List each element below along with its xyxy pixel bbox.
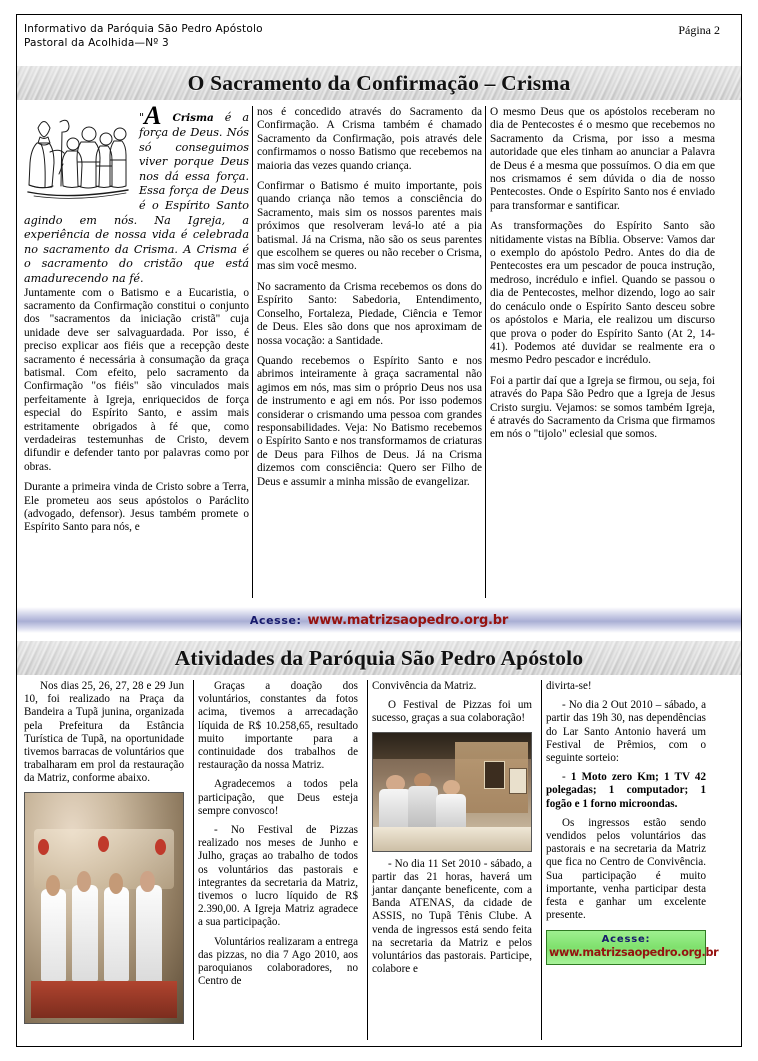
pizza-festival-volunteers-photo <box>372 732 532 852</box>
prize-dash: - <box>562 771 571 784</box>
paragraph: Durante a primeira vinda de Cristo sobre a Terra, Ele prometeu aos seus apóstolos o Paráclito (advogado, defensor). Jesus também promete o Espírito Santo para nós, e <box>24 481 249 534</box>
article-1-col3-text <box>490 106 715 442</box>
bishop-confirmation-illustration <box>24 108 132 204</box>
article-2-col3-text-top <box>372 680 532 726</box>
intro-text: é a força de Deus. Nós só conseguimos viver porque Deus nos dá essa força. Essa força de Deus é o Espírito Santo agindo em nós. Na Igreja, a experiência de nossa vida é celebrada no sacramento da Crisma. A Crisma é o sacramento do cristão que está amadurecendo na fé. <box>24 111 249 285</box>
column-divider <box>193 680 194 1040</box>
column-divider <box>252 106 253 598</box>
article-2-column-2 <box>198 680 364 1040</box>
paragraph: - No Festival de Pizzas realizado nos meses de Junho e Julho, graças ao trabalho de todos os voluntários das pastorais e integrantes da secretaria da Matriz, tivemos o lucro líquido de R$ 2.390,00. A Igreja Matriz agradece a sua participação. <box>198 824 358 929</box>
masthead-line-1: Informativo da Paróquia São Pedro Apóstolo <box>24 23 263 35</box>
paragraph: No sacramento da Crisma recebemos os dons do Espírito Santo: Sabedoria, Entendimento, Conselho, Fortaleza, Piedade, Ciência e Temor de Deus. Eles são dons que nos aproximam de nossa vocação: a Santidade. <box>257 280 482 347</box>
article-2-col1-text <box>24 680 184 786</box>
masthead <box>24 22 734 60</box>
article-2-banner <box>17 641 741 675</box>
website-green-box[interactable] <box>546 930 719 965</box>
volunteers-at-tupa-junina-stand-photo <box>24 792 184 1024</box>
column-divider <box>367 680 368 1040</box>
column-divider <box>485 106 486 598</box>
paragraph: divirta-se! <box>546 680 592 692</box>
paragraph: O Festival de Pizzas foi um sucesso, graças a sua colaboração! <box>372 699 532 725</box>
paragraph-prizes <box>546 771 706 811</box>
website-url[interactable]: www.matrizsaopedro.org.br <box>549 946 719 960</box>
paragraph: Nos dias 25, 26, 27, 28 e 29 Jun 10, foi realizado na Praça da Bandeira a Tupã junina, organizada pela Prefeitura da Estância Turística de Tupã, na oportunidade tivemos barracas de voluntários que trabalharam em prol da restauração da Matriz, conforme abaixo. <box>24 680 184 785</box>
article-2-column-1 <box>24 680 190 1040</box>
intro-dropcap: A <box>144 106 162 130</box>
paragraph: nos é concedido através do Sacramento da Confirmação. A Crisma também é chamado Sacramento da Confirmação, pois através dele confirmamos o nosso Batismo que recebemos na maioria das vezes quando criança. <box>257 106 482 172</box>
paragraph: Agradecemos a todos pela participação, que Deus esteja sempre convosco! <box>198 778 358 817</box>
intro-lead-bold: Crisma <box>172 112 214 124</box>
paragraph: - No dia 2 Out 2010 – sábado, a partir das 19h 30, nas dependências do Lar Santo Antonio haverá um Festival de Prêmios, com o seguinte sorteio: <box>546 699 706 765</box>
article-2-column-4 <box>546 680 719 1040</box>
article-2-col2-text <box>198 680 358 988</box>
article-2-title: Atividades da Paróquia São Pedro Apóstolo <box>174 645 584 670</box>
page-number: Página 2 <box>678 23 720 37</box>
article-1-column-3 <box>490 106 715 598</box>
paragraph: Quando recebemos o Espírito Santo e nos abrimos inteiramente à graça sacramental não agimos em nós, mas sim o próprio Deus nos usa de instrumento e agi em nós. Por isso podemos considerar o crismando uma pessoa com grandes responsabilidades. Veja: No Batismo recebemos o Espírito Santo e nos transformamos de criaturas de Deus para Filhos de Deus. Já na Crisma dizemos com consciência: Quero ser Filho de Deus e assumir a minha missão de evangelizar. <box>257 354 482 488</box>
website-banner[interactable] <box>17 607 741 633</box>
website-url[interactable]: www.matrizsaopedro.org.br <box>307 612 509 628</box>
paragraph: Juntamente com o Batismo e a Eucaristia, o sacramento da Confirmação constitui o conjunto dos "sacramentos da iniciação cristã" cuja unidade deve ser salvaguardada. Por isso, é preciso explicar aos fiéis que a recepção deste sacramento é necessária à consumação da graça batismal. Com efeito, pelo sacramento da Confirmação "os fiéis" são vinculados mais perfeitamente à Igreja, enriquecidos de força especial do Espírito Santo, e assim mais estritamente obrigados à fé que, como verdadeiras testemunhas de Cristo, devem difundir e defender tanto por palavras como por obras. <box>24 286 249 473</box>
article-2-col3-text-bottom <box>372 858 532 977</box>
masthead-left <box>24 22 263 50</box>
paragraph: - No dia 11 Set 2010 - sábado, a partir das 21 horas, haverá um jantar dançante beneficente, com a Banda ATENAS, da cidade de ASSIS, no Tupã Tênis Clube. A venda de ingressos está sendo feita na secretaria da Matriz e pelos voluntários das pastorais. Participe, colabore e <box>372 857 532 976</box>
prize-list: 1 Moto zero Km; 1 TV 42 polegadas; 1 computador; 1 fogão e 1 forno microondas. <box>546 771 707 810</box>
acesse-label: Acesse: <box>249 613 302 627</box>
paragraph: Confirmar o Batismo é muito importante, pois quando criança não temos a consciência do Sacramento, mais sim os nossos parentes mais próximos que resolveram levá-lo até a pia batismal. Já na Crisma, não são os seus parentes que escolhem se queres ou não receber o Crisma, mas sim você mesmo. <box>257 180 482 273</box>
article-2-column-3 <box>372 680 538 1040</box>
paragraph: Voluntários realizaram a entrega das pizzas, no dia 7 Ago 2010, aos paroquianos colaboradores, no Centro de <box>198 935 358 988</box>
article-1-title: O Sacramento da Confirmação – Crisma <box>187 70 571 95</box>
masthead-line-2: Pastoral da Acolhida—Nº 3 <box>24 37 169 49</box>
article-1-col1-text <box>24 287 249 535</box>
paragraph: Convivência da Matriz. <box>372 680 477 692</box>
paragraph: As transformações do Espírito Santo são nitidamente vistas na Bíblia. Observe: Vamos dar o exemplo do apóstolo Pedro. Antes do dia de Pentecostes era um pescador de pouca instrução, medroso, incrédulo e infiel. Quando se passou o dia de Pentecostes, melhor dizendo, logo ao sair do cenáculo onde o Espírito Santo desceu sobre os apóstolos e Maria, ele realizou um discurso que prova o poder do Espírito Santo (At 2, 14-41). Podemos até duvidar se realmente era o mesmo Pedro pescador e incrédulo. <box>490 220 715 367</box>
article-1-column-1 <box>24 106 249 598</box>
article-1-banner <box>17 66 741 100</box>
article-1-column-2 <box>257 106 482 598</box>
article-2-col4-text <box>546 680 706 922</box>
paragraph: O mesmo Deus que os apóstolos receberam no dia de Pentecostes é o mesmo que recebemos no Sacramento da Crisma, por isso a mesma autoridade que eles tinham ao anunciar a Palavra de Deus é a mesma que possuímos. O dia em que nos crismamos é sem dúvida o dia de nosso Pentecostes. Onde o Espírito Santo nos é enviado para transformar e santificar. <box>490 106 715 212</box>
intro-quote-mark: " <box>139 111 145 124</box>
paragraph: Foi a partir daí que a Igreja se firmou, ou seja, foi através do Papa São Pedro que a Igreja de Jesus Cristo surgiu. Vejamos: se somos também Igreja, é através do Sacramento da Crisma que firmamos em nós o "tijolo" eclesial que somos. <box>490 374 715 441</box>
column-divider <box>541 680 542 1040</box>
acesse-label: Acesse: <box>601 934 651 946</box>
article-1-col2-text <box>257 106 482 489</box>
paragraph: Graças a doação dos voluntários, constantes da fotos acima, tivemos a arrecadação líquida de R$ 10.258,65, resultado muito importante para a continuidade dos trabalhos de restauração da nossa Matriz. <box>198 680 358 772</box>
paragraph: Os ingressos estão sendo vendidos pelos voluntários das pastorais e na secretaria da Matriz que fica no Centro de Convivência. Sua participação é muito importante, venha participar desta festa e ganhar um excelente presente. <box>546 816 706 922</box>
article-1-body <box>24 106 736 598</box>
article-2-body <box>24 680 736 1040</box>
